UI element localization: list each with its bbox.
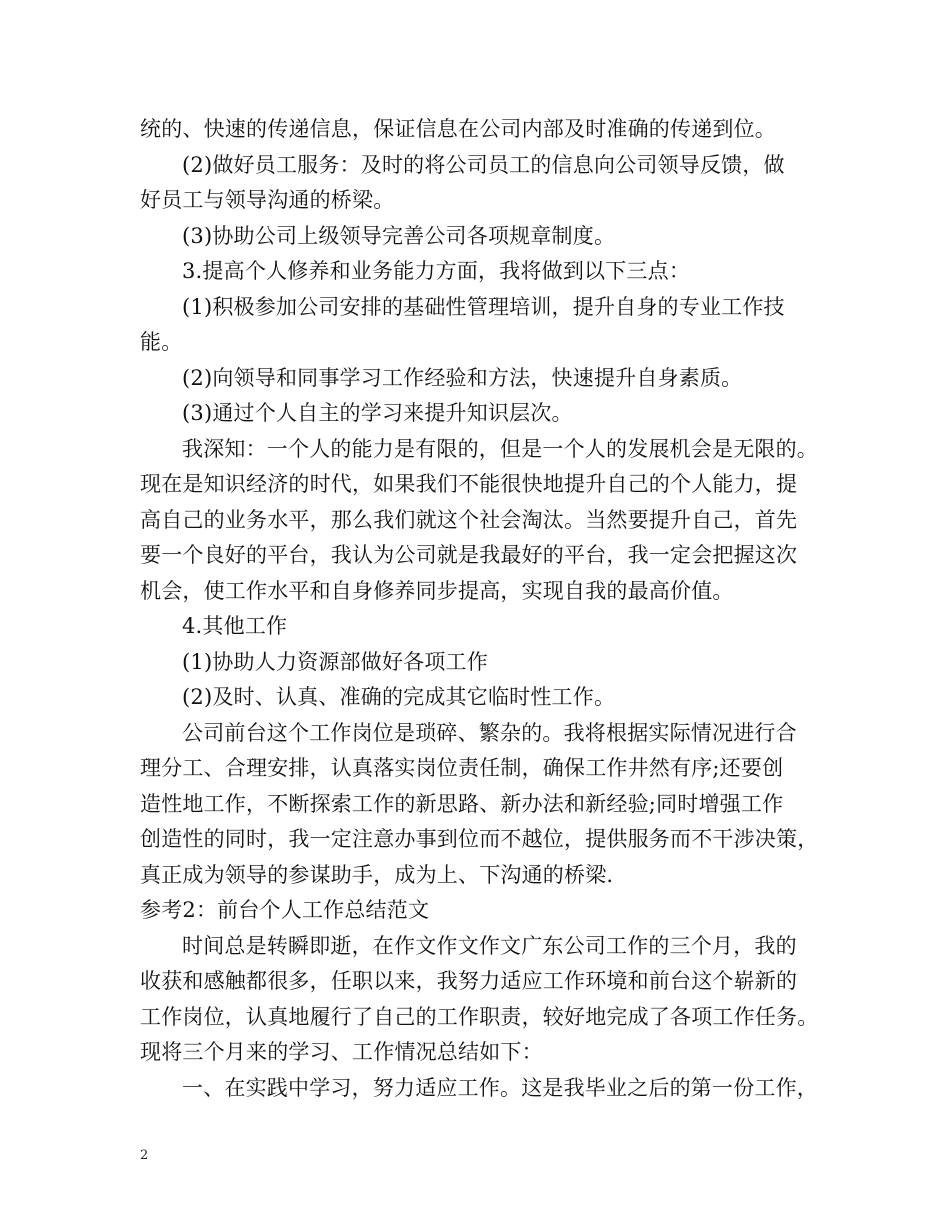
text-line: 真正成为领导的参谋助手，成为上、下沟通的桥梁.: [140, 862, 614, 887]
text-line: 现将三个月来的学习、工作情况总结如下：: [140, 1040, 543, 1064]
text-line: 高自己的业务水平，那么我们就这个社会淘汰。当然要提升自己，首先: [140, 507, 798, 532]
text-line: (2)向领导和同事学习工作经验和方法，快速提升自身素质。: [182, 365, 743, 390]
text-line: (2)及时、认真、准确的完成其它临时性工作。: [182, 685, 616, 709]
section-heading: 3.提高个人修养和业务能力方面，我将做到以下三点：: [182, 259, 691, 283]
text-line: 能。: [140, 330, 183, 354]
document-subtitle: 参考2：前台个人工作总结范文: [140, 898, 430, 922]
text-line: (3)协助公司上级领导完善公司各项规章制度。: [182, 223, 616, 248]
text-line: (1)积极参加公司安排的基础性管理培训，提升自身的专业工作技: [182, 294, 785, 319]
text-line: 我深知：一个人的能力是有限的，但是一个人的发展机会是无限的。: [182, 436, 818, 461]
text-line: 机会，使工作水平和自身修养同步提高，实现自我的最高价值。: [140, 578, 734, 603]
text-line: (2)做好员工服务：及时的将公司员工的信息向公司领导反馈，做: [182, 152, 785, 177]
document-body: [140, 112, 820, 1106]
text-line: 要一个良好的平台，我认为公司就是我最好的平台，我一定会把握这次: [140, 543, 798, 567]
text-line: 造性地工作，不断探索工作的新思路、新办法和新经验;同时增强工作: [140, 791, 784, 816]
text-line: (1)协助人力资源部做好各项工作: [182, 649, 488, 674]
text-line: (3)通过个人自主的学习来提升知识层次。: [182, 401, 573, 425]
section-heading: 4.其他工作: [182, 614, 288, 638]
page-number: 2: [140, 1148, 149, 1163]
text-line: 创造性的同时，我一定注意办事到位而不越位，提供服务而不干涉决策，: [140, 827, 819, 851]
text-line: 统的、快速的传递信息，保证信息在公司内部及时准确的传递到位。: [140, 117, 776, 141]
text-line: 工作岗位，认真地履行了自己的工作职责，较好地完成了各项工作任务。: [140, 1004, 819, 1029]
text-line: 公司前台这个工作岗位是琐碎、繁杂的。我将根据实际情况进行合: [182, 720, 797, 745]
text-line: 一、在实践中学习，努力适应工作。这是我毕业之后的第一份工作，: [182, 1075, 818, 1100]
text-line: 收获和感触都很多，任职以来，我努力适应工作环境和前台这个崭新的: [140, 969, 798, 993]
text-line: 理分工、合理安排，认真落实岗位责任制，确保工作井然有序;还要创: [140, 756, 784, 780]
text-line: 时间总是转瞬即逝，在作文作文作文广东公司工作的三个月，我的: [182, 933, 797, 958]
text-line: 现在是知识经济的时代，如果我们不能很快地提升自己的个人能力，提: [140, 472, 798, 496]
text-line: 好员工与领导沟通的桥梁。: [140, 188, 395, 212]
